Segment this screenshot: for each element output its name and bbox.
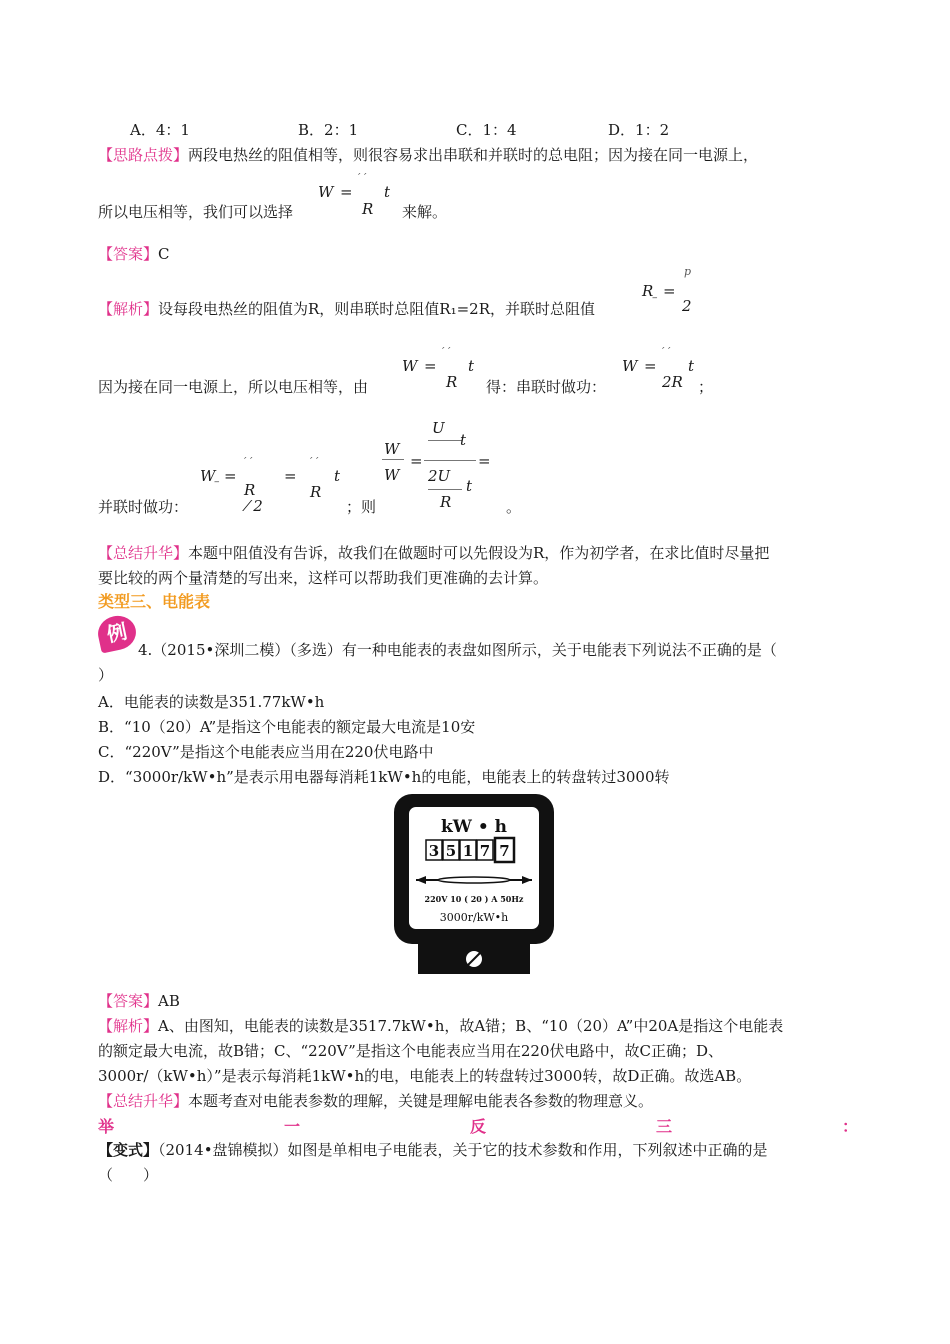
variant-tag: 【变式】 bbox=[98, 1141, 159, 1159]
screw-icon bbox=[466, 951, 482, 967]
prev-option-b: B．2：1 bbox=[298, 121, 359, 139]
ratio-eq: = bbox=[410, 452, 423, 470]
analysis-1-line-2-mid: 得：串联时做功： bbox=[486, 378, 607, 396]
formula2-eq: = bbox=[424, 357, 437, 375]
summary-2 bbox=[98, 1091, 653, 1111]
summary-2-text: 本题考查对电能表参数的理解，关键是理解电能表各参数的物理意义。 bbox=[188, 1092, 654, 1110]
ratio-w-bottom: W bbox=[384, 466, 400, 484]
formula3-2r: 2R bbox=[662, 373, 683, 391]
answer-1-value: C bbox=[158, 245, 170, 263]
ratio-2u: 2U bbox=[428, 467, 451, 485]
practice-char-2: 一 bbox=[283, 1117, 300, 1136]
variant-text-1: （2014•盘锦模拟）如图是单相电子电能表，关于它的技术参数和作用，下列叙述中正确的是 bbox=[158, 1141, 768, 1159]
question-4-option-d: D．“3000r/kW•h”是表示用电器每消耗1kW•h的电能，电能表上的转盘转过3000转 bbox=[98, 768, 670, 786]
section-title: 类型三、电能表 bbox=[98, 592, 211, 611]
formula4-eq-2: = bbox=[284, 467, 297, 485]
formula3-u-fragment: ′ ′ bbox=[662, 345, 671, 358]
meter-digit-3: 1 bbox=[462, 842, 474, 860]
summary-1-line-2: 要比较的两个量清楚的写出来，这样可以帮助我们更准确的去计算。 bbox=[98, 569, 549, 587]
analysis-1-line-3-end: 。 bbox=[506, 498, 522, 516]
answer-1 bbox=[98, 244, 170, 264]
formula-t: t bbox=[384, 183, 391, 201]
ratio-w-top: W bbox=[384, 440, 400, 458]
formula-r: R bbox=[362, 200, 374, 218]
ratio-t-top: t bbox=[460, 431, 467, 449]
formula-sub-fragment: – bbox=[652, 291, 658, 304]
answer-2-tag: 【答案】 bbox=[98, 992, 159, 1010]
analysis-2-tag: 【解析】 bbox=[98, 1017, 159, 1035]
summary-2-tag: 【总结升华】 bbox=[98, 1092, 189, 1110]
prev-option-a: A．4：1 bbox=[130, 121, 190, 139]
answer-1-tag: 【答案】 bbox=[98, 245, 159, 263]
ratio-t-bottom: t bbox=[466, 477, 473, 495]
formula4-half: ⁄ 2 bbox=[246, 497, 263, 515]
analysis-2-text-1: A、由图知，电能表的读数是3517.7kW•h，故A错；B、“10（20）A”中20A是指这个电能表 bbox=[158, 1017, 784, 1035]
ratio-main-bar bbox=[424, 460, 476, 461]
electric-meter-figure bbox=[390, 790, 558, 976]
analysis-2-line-1 bbox=[98, 1016, 783, 1036]
variant-line-2: （ ） bbox=[98, 1166, 159, 1184]
practice-char-5: ： bbox=[841, 1117, 858, 1136]
analysis-1-line-2-pre: 因为接在同一电源上，所以电压相等，由 bbox=[98, 378, 369, 396]
hint-text-1: 两段电热丝的阻值相等，则很容易求出串联和并联时的总电阻；因为接在同一电源上， bbox=[188, 146, 759, 164]
question-4-option-a: A．电能表的读数是351.77kW•h bbox=[98, 693, 325, 711]
formula-w: W bbox=[318, 183, 334, 201]
formula3-eq: = bbox=[644, 357, 657, 375]
formula4-u2-fragment: ′ ′ bbox=[310, 455, 319, 468]
formula2-u-fragment: ′ ′ bbox=[442, 345, 451, 358]
ratio-eq-2: = bbox=[478, 452, 491, 470]
formula2-t: t bbox=[468, 357, 475, 375]
meter-digit-4: 7 bbox=[479, 842, 491, 860]
analysis-1-line-2-end: ； bbox=[698, 378, 714, 396]
example-badge: 例 bbox=[95, 612, 139, 653]
formula2-r: R bbox=[446, 373, 458, 391]
prev-option-d: D．1：2 bbox=[608, 121, 670, 139]
formula-eq-parallel: = bbox=[663, 282, 676, 300]
meter-spec: 220V 10 ( 20 ) A 50Hz bbox=[424, 894, 524, 904]
formula4-t: t bbox=[334, 467, 341, 485]
meter-digit-2: 5 bbox=[445, 842, 457, 860]
question-4-option-c: C．“220V”是指这个电能表应当用在220伏电路中 bbox=[98, 743, 434, 761]
formula4-u-fragment: ′ ′ bbox=[244, 455, 253, 468]
question-4-stem-2: ） bbox=[98, 666, 114, 684]
question-4-option-b: B．“10（20）A”是指这个电能表的额定最大电流是10安 bbox=[98, 718, 476, 736]
meter-digit-5: 7 bbox=[499, 842, 510, 860]
analysis-1-line-1 bbox=[98, 299, 595, 319]
summary-1-line-1 bbox=[98, 543, 769, 563]
formula4-r-2: R bbox=[310, 483, 322, 501]
prev-option-c: C．1：4 bbox=[456, 121, 517, 139]
formula-two-parallel: 2 bbox=[682, 297, 692, 315]
analysis-1-line-3-pre: 并联时做功： bbox=[98, 498, 189, 516]
hint-line-2-post: 来解。 bbox=[402, 203, 448, 221]
summary-1-text-1: 本题中阻值没有告诉，故我们在做题时可以先假设为R，作为初学者，在求比值时尽量把 bbox=[188, 544, 770, 562]
answer-2-value: AB bbox=[158, 992, 180, 1010]
analysis-1-line-3-mid: ；则 bbox=[346, 498, 377, 516]
formula3-w: W bbox=[622, 357, 638, 375]
formula4-w: W bbox=[200, 467, 216, 485]
ratio-u: U bbox=[432, 419, 445, 437]
formula-p-fragment: p bbox=[684, 265, 692, 278]
practice-char-1: 举 bbox=[98, 1117, 115, 1136]
analysis-1-text-1: 设每段电热丝的阻值为R，则串联时总阻值R₁=2R，并联时总阻值 bbox=[158, 300, 596, 318]
analysis-1-tag: 【解析】 bbox=[98, 300, 159, 318]
formula3-t: t bbox=[688, 357, 695, 375]
hint-line-1 bbox=[98, 145, 758, 165]
practice-heading bbox=[98, 1114, 858, 1137]
ratio-w-bar bbox=[382, 459, 404, 460]
formula4-r: R bbox=[244, 481, 256, 499]
variant-line-1 bbox=[98, 1140, 768, 1160]
ratio-r: R bbox=[440, 493, 452, 511]
answer-2 bbox=[98, 991, 180, 1011]
meter-digit-1: 3 bbox=[428, 842, 440, 860]
ratio-r-bar bbox=[428, 489, 462, 490]
meter-rev: 3000r/kW•h bbox=[439, 911, 509, 924]
ratio-u-bar bbox=[428, 440, 462, 441]
formula-u-fragment: ′ ′ bbox=[358, 171, 367, 184]
question-4-stem-1: 4.（2015•深圳二模）（多选）有一种电能表的表盘如图所示，关于电能表下列说法不正确的是（ bbox=[138, 641, 777, 659]
formula-r-parallel: R bbox=[642, 282, 654, 300]
hint-tag: 【思路点拨】 bbox=[98, 146, 189, 164]
practice-char-4: 三 bbox=[655, 1117, 672, 1136]
analysis-2-line-3: 3000r/（kW•h）”是表示每消耗1kW•h的电，电能表上的转盘转过3000转，故D正确。故选AB。 bbox=[98, 1067, 752, 1085]
formula2-w: W bbox=[402, 357, 418, 375]
summary-1-tag: 【总结升华】 bbox=[98, 544, 189, 562]
meter-unit: kW • h bbox=[441, 817, 507, 837]
formula-eq: = bbox=[340, 183, 353, 201]
formula4-sub-fragment: – bbox=[214, 475, 220, 488]
practice-char-3: 反 bbox=[469, 1117, 486, 1136]
analysis-2-line-2: 的额定最大电流，故B错；C、“220V”是指这个电能表应当用在220伏电路中，故C正确；D、 bbox=[98, 1042, 723, 1060]
hint-line-2-pre: 所以电压相等，我们可以选择 bbox=[98, 203, 294, 221]
meter-digits bbox=[426, 838, 514, 862]
formula4-eq: = bbox=[224, 467, 237, 485]
